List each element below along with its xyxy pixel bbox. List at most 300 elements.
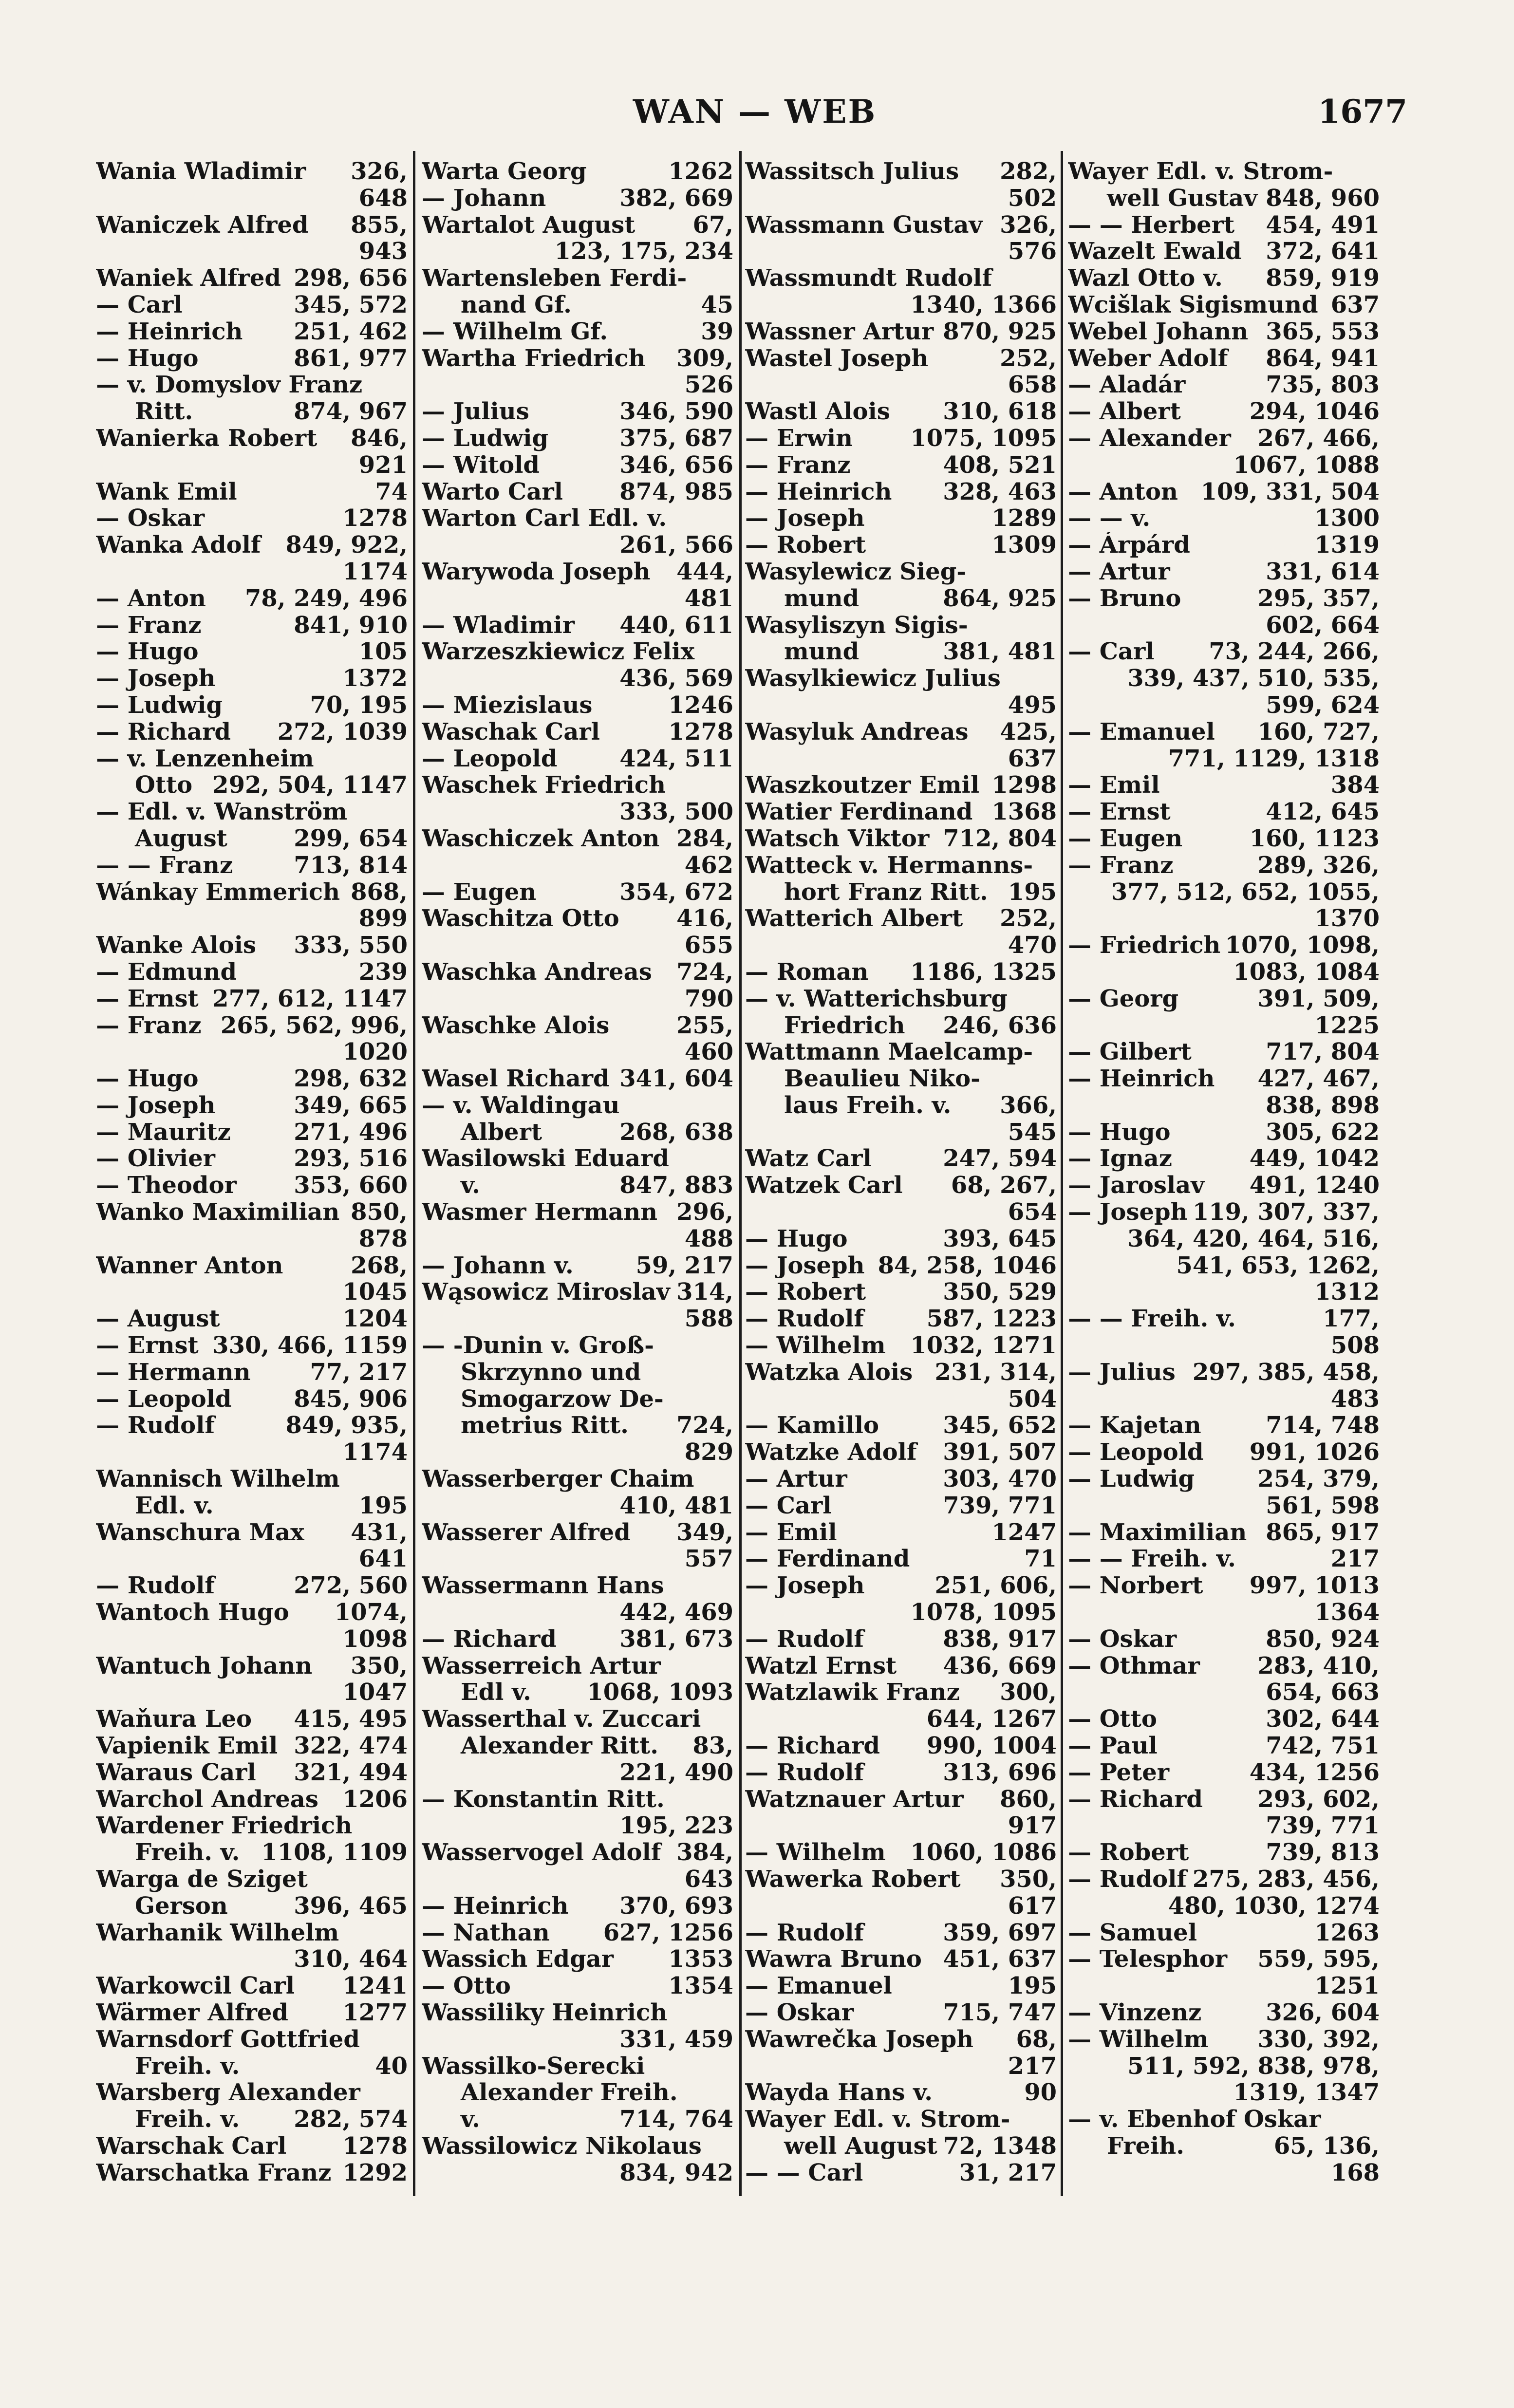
entry-pages: 78, 249, 496 (244, 585, 408, 612)
entry-pages: 283, 410, (1257, 1652, 1380, 1680)
entry-name: Wanner Anton (96, 1252, 283, 1279)
index-entry (422, 1786, 733, 1813)
index-entry (745, 825, 1057, 852)
index-entry (1068, 1920, 1380, 1946)
entry-name: — Erwin (745, 425, 853, 452)
entry-pages: 878 (358, 1225, 408, 1252)
index-entry (1068, 532, 1380, 559)
entry-name: Waschak Carl (422, 718, 600, 746)
entry-pages: 1298 (991, 772, 1057, 799)
entry-pages: 495 (1008, 691, 1057, 719)
entry-pages: 74 (375, 478, 408, 505)
entry-name: — v. Lenzenheim (96, 745, 314, 772)
entry-pages: 333, 500 (619, 799, 733, 825)
index-entry (422, 746, 733, 772)
entry-name: Waszkoutzer Emil (745, 772, 980, 799)
index-entry (745, 318, 1057, 345)
entry-name: — Aladár (1068, 372, 1186, 399)
index-entry (745, 1653, 1057, 1680)
index-entry (96, 905, 408, 932)
index-entry (96, 1812, 408, 1839)
index-entry (96, 158, 408, 185)
entry-name: well Gustav (1107, 185, 1258, 212)
entry-name: — Albert (1068, 398, 1181, 425)
index-entry (96, 1466, 408, 1493)
entry-name: — Heinrich (96, 318, 243, 345)
entry-pages: 1032, 1271 (910, 1332, 1057, 1359)
entry-pages: 73, 244, 266, (1209, 638, 1380, 666)
entry-name: — Franz (96, 1012, 202, 1039)
entry-name: Warchol Andreas (96, 1786, 318, 1813)
entry-pages: 714, 764 (619, 2106, 733, 2133)
entry-pages: 381, 673 (619, 1625, 733, 1653)
entry-name: — Norbert (1068, 1572, 1203, 1600)
entry-pages: 480, 1030, 1274 (1168, 1892, 1380, 1920)
index-entry (96, 2079, 408, 2106)
entry-pages: 864, 925 (943, 585, 1057, 612)
entry-pages: 1277 (342, 1999, 408, 2026)
entry-pages: 328, 463 (943, 478, 1057, 505)
entry-pages: 195 (1008, 1973, 1057, 1999)
index-entry (1068, 1332, 1380, 1359)
entry-pages: 272, 1039 (277, 718, 408, 746)
index-entry (422, 852, 733, 879)
index-entry (422, 318, 733, 345)
index-entry (96, 719, 408, 746)
entry-pages: 68, (1016, 2026, 1057, 2053)
entry-pages: 377, 512, 652, 1055, (1111, 878, 1380, 906)
entry-pages: 302, 644 (1266, 1706, 1380, 1733)
entry-pages: 658 (1008, 372, 1057, 399)
index-entry (1068, 1493, 1380, 1519)
entry-name: Wassilko-Serecki (422, 2053, 645, 2080)
entry-name: — Joseph (745, 1572, 865, 1600)
index-entry (1068, 212, 1380, 239)
entry-pages: 917 (1008, 1812, 1057, 1840)
entry-pages: 393, 645 (943, 1225, 1057, 1252)
index-entry (745, 2133, 1057, 2160)
entry-pages: 313, 696 (943, 1759, 1057, 1786)
index-entry (1068, 1572, 1380, 1599)
index-entry (745, 1439, 1057, 1466)
index-entry (96, 2053, 408, 2080)
index-entry (1068, 772, 1380, 799)
entry-name: Watzlawik Franz (745, 1679, 960, 1706)
entry-pages: 284, (676, 825, 733, 852)
index-entry (745, 425, 1057, 452)
entry-name: — Kamillo (745, 1412, 879, 1439)
index-entry (422, 959, 733, 986)
entry-pages: 724, (676, 958, 733, 986)
entry-pages: 1368 (991, 799, 1057, 825)
index-entry (745, 158, 1057, 185)
index-entry (96, 1946, 408, 1973)
entry-pages: 84, 258, 1046 (878, 1252, 1057, 1279)
entry-name: — Robert (745, 1279, 866, 1306)
entry-name: Wayer Edl. v. Strom- (745, 2106, 1010, 2133)
entry-pages: 282, (1000, 158, 1057, 185)
entry-pages: 1174 (342, 1439, 408, 1466)
entry-pages: 160, 1123 (1249, 825, 1380, 852)
entry-pages: 298, 632 (294, 1065, 408, 1092)
entry-pages: 449, 1042 (1249, 1145, 1380, 1173)
entry-pages: 1292 (342, 2159, 408, 2186)
entry-pages: 239 (358, 958, 408, 986)
entry-pages: 1370 (1314, 905, 1380, 933)
index-entry (96, 932, 408, 959)
entry-pages: 991, 1026 (1249, 1439, 1380, 1466)
entry-name: Freih. v. (135, 1839, 240, 1866)
index-entry (1068, 1812, 1380, 1839)
entry-name: Wank Emil (96, 478, 237, 505)
index-entry (745, 852, 1057, 879)
entry-pages: 541, 653, 1262, (1176, 1252, 1380, 1279)
entry-pages: 1045 (342, 1279, 408, 1306)
index-entry (745, 1812, 1057, 1839)
entry-name: — Kajetan (1068, 1412, 1201, 1439)
index-entry (1068, 1226, 1380, 1252)
index-entry (1068, 692, 1380, 719)
index-entry (96, 665, 408, 692)
entry-pages: 849, 922, (285, 532, 408, 559)
index-entry (745, 1012, 1057, 1039)
index-entry (96, 452, 408, 479)
page-number: 1677 (1318, 93, 1407, 131)
index-entry (422, 238, 733, 265)
index-entry (745, 398, 1057, 425)
entry-pages: 1300 (1314, 505, 1380, 532)
index-entry (1068, 372, 1380, 398)
index-entry (745, 1626, 1057, 1653)
index-entry (96, 505, 408, 532)
entry-name: — Ludwig (96, 691, 223, 719)
index-entry (422, 1679, 733, 1706)
entry-name: — Eugen (1068, 825, 1183, 852)
entry-pages: 331, 459 (619, 2026, 733, 2053)
entry-name: — Wilhelm Gf. (422, 318, 608, 345)
entry-pages: 865, 917 (1266, 1519, 1380, 1546)
entry-name: Watzek Carl (745, 1172, 903, 1199)
index-entry (745, 1279, 1057, 1306)
entry-pages: 1372 (342, 665, 408, 692)
entry-name: Wasserberger Chaim (422, 1466, 694, 1493)
entry-name: Wassmann Gustav (745, 211, 983, 239)
index-entry (96, 1306, 408, 1332)
entry-name: Wawra Bruno (745, 1946, 922, 1973)
index-entry (96, 1493, 408, 1519)
index-entry (745, 1920, 1057, 1946)
entry-pages: 790 (684, 985, 733, 1012)
entry-name: — Rudolf (96, 1572, 215, 1600)
index-entry (745, 1519, 1057, 1546)
entry-pages: 436, 669 (943, 1652, 1057, 1680)
index-entry (422, 452, 733, 479)
index-entry (422, 1546, 733, 1572)
entry-name: mund (784, 585, 860, 612)
index-entry (422, 905, 733, 932)
index-entry (422, 1172, 733, 1199)
entry-pages: 416, (676, 905, 733, 933)
entry-name: v. (461, 1172, 480, 1199)
entry-pages: 627, 1256 (603, 1919, 733, 1946)
index-entry (96, 1145, 408, 1172)
entry-name: mund (784, 638, 860, 666)
entry-name: — Joseph (96, 665, 216, 692)
index-entry (422, 1946, 733, 1973)
entry-pages: 451, 637 (943, 1946, 1057, 1973)
entry-name: — Hugo (745, 1225, 848, 1252)
index-entry (96, 825, 408, 852)
index-entry (745, 1412, 1057, 1439)
entry-pages: 1319 (1314, 532, 1380, 559)
index-entry (1068, 425, 1380, 452)
index-entry (96, 2133, 408, 2160)
entry-name: hort Franz Ritt. (784, 878, 988, 906)
entry-pages: 339, 437, 510, 535, (1127, 665, 1380, 692)
index-entry (96, 212, 408, 239)
entry-name: — Artur (1068, 558, 1170, 585)
index-entry (1068, 1786, 1380, 1813)
entry-pages: 68, 267, (951, 1172, 1057, 1199)
entry-name: — Hugo (96, 1065, 199, 1092)
index-column-1 (96, 158, 408, 2194)
index-entry (96, 372, 408, 398)
entry-name: — Wladimir (422, 612, 575, 639)
entry-pages: 90 (1024, 2079, 1057, 2107)
index-entry (422, 1039, 733, 1065)
entry-name: — — Freih. v. (1068, 1546, 1236, 1573)
entry-pages: 1070, 1098, (1225, 932, 1380, 959)
entry-pages: 899 (358, 905, 408, 933)
entry-pages: 868, (351, 878, 408, 906)
entry-pages: 366, (1000, 1092, 1057, 1119)
entry-name: — Friedrich (1068, 932, 1221, 959)
entry-name: August (135, 825, 227, 852)
entry-pages: 168 (1330, 2159, 1380, 2186)
index-entry (1068, 505, 1380, 532)
entry-name: — Oskar (96, 505, 205, 532)
entry-pages: 195 (358, 1492, 408, 1519)
entry-name: Smogarzow De- (461, 1385, 664, 1413)
entry-name: Waňura Leo (96, 1706, 252, 1733)
entry-pages: 997, 1013 (1249, 1572, 1380, 1600)
entry-pages: 331, 614 (1266, 558, 1380, 585)
index-entry (745, 1466, 1057, 1493)
entry-pages: 713, 814 (294, 852, 408, 879)
entry-name: — Emil (1068, 772, 1160, 799)
index-entry (745, 2053, 1057, 2080)
index-entry (745, 1065, 1057, 1092)
entry-pages: 70, 195 (310, 691, 408, 719)
entry-pages: 346, 656 (619, 451, 733, 479)
index-entry (745, 1172, 1057, 1199)
entry-pages: 1312 (1314, 1279, 1380, 1306)
entry-pages: 742, 751 (1266, 1733, 1380, 1759)
index-entry (745, 1946, 1057, 1973)
entry-pages: 160, 727, (1257, 718, 1380, 746)
entry-pages: 105 (358, 638, 408, 666)
index-entry (745, 1359, 1057, 1386)
entry-pages: 557 (684, 1546, 733, 1573)
entry-name: — Artur (745, 1466, 847, 1493)
entry-pages: 39 (701, 318, 733, 345)
entry-pages: 874, 985 (619, 478, 733, 505)
entry-pages: 410, 481 (619, 1492, 733, 1519)
entry-name: — v. Domyslov Franz (96, 372, 363, 399)
index-entry (422, 1493, 733, 1519)
entry-name: — v. Watterichsburg (745, 985, 1008, 1012)
index-entry (96, 479, 408, 505)
index-entry (96, 1572, 408, 1599)
entry-pages: 654, 663 (1266, 1679, 1380, 1706)
index-entry (745, 1733, 1057, 1759)
index-entry (422, 1920, 733, 1946)
index-entry (1068, 665, 1380, 692)
entry-name: — Richard (1068, 1786, 1203, 1813)
entry-name: Warywoda Joseph (422, 558, 651, 585)
entry-name: — Robert (745, 532, 866, 559)
entry-name: Watterich Albert (745, 905, 963, 933)
index-entry (422, 1065, 733, 1092)
entry-pages: 1340, 1366 (910, 291, 1057, 318)
entry-pages: 109, 331, 504 (1200, 478, 1380, 505)
index-entry (745, 1039, 1057, 1065)
index-entry (1068, 719, 1380, 746)
entry-pages: 491, 1240 (1249, 1172, 1380, 1199)
index-entry (422, 719, 733, 746)
index-column-3 (745, 158, 1057, 2194)
entry-pages: 298, 656 (294, 265, 408, 292)
entry-pages: 350, 529 (943, 1279, 1057, 1306)
entry-pages: 845, 906 (294, 1385, 408, 1413)
entry-name: — August (96, 1306, 220, 1333)
index-entry (745, 1092, 1057, 1119)
index-entry (422, 825, 733, 852)
entry-name: — Nathan (422, 1919, 550, 1946)
entry-name: — Emanuel (1068, 718, 1215, 746)
entry-name: Waschek Friedrich (422, 772, 666, 799)
entry-pages: 436, 569 (619, 665, 733, 692)
entry-pages: 648 (358, 185, 408, 212)
entry-name: — Richard (96, 718, 231, 746)
entry-pages: 40 (375, 2053, 408, 2080)
index-entry (96, 1519, 408, 1546)
entry-pages: 251, 606, (935, 1572, 1057, 1600)
index-column-2 (422, 158, 733, 2194)
index-entry (1068, 559, 1380, 585)
entry-name: Waniczek Alfred (96, 211, 309, 239)
index-entry (96, 425, 408, 452)
entry-name: Wanko Maximilian (96, 1199, 340, 1226)
entry-pages: 321, 494 (294, 1759, 408, 1786)
index-entry (96, 1893, 408, 1920)
index-entry (1068, 1306, 1380, 1332)
entry-name: — Olivier (96, 1145, 215, 1173)
index-entry (422, 2026, 733, 2053)
entry-name: Weber Adolf (1068, 345, 1228, 372)
index-entry (96, 1412, 408, 1439)
entry-pages: 268, (351, 1252, 408, 1279)
entry-name: Wawerka Robert (745, 1866, 961, 1893)
entry-name: Wasyliszyn Sigis- (745, 612, 968, 639)
entry-pages: 849, 935, (285, 1412, 408, 1439)
index-entry (1068, 1359, 1380, 1386)
entry-pages: 292, 504, 1147 (212, 772, 408, 799)
entry-pages: 330, 392, (1257, 2026, 1380, 2053)
entry-name: — Georg (1068, 985, 1179, 1012)
index-entry (422, 479, 733, 505)
entry-pages: 309, (676, 345, 733, 372)
index-entry (96, 1706, 408, 1733)
index-entry (745, 1252, 1057, 1279)
entry-name: Wastel Joseph (745, 345, 929, 372)
index-entry (96, 638, 408, 665)
entry-name: — v. Waldingau (422, 1092, 620, 1119)
entry-name: Webel Johann (1068, 318, 1249, 345)
entry-name: Warkowcil Carl (96, 1973, 295, 1999)
index-entry (422, 585, 733, 612)
entry-pages: 1278 (342, 505, 408, 532)
index-entry (745, 585, 1057, 612)
index-entry (96, 585, 408, 612)
index-entry (422, 1439, 733, 1466)
index-entry (96, 1679, 408, 1706)
index-entry (422, 505, 733, 532)
entry-name: Warto Carl (422, 478, 563, 505)
entry-name: — Julius (422, 398, 529, 425)
entry-name: Wayer Edl. v. Strom- (1068, 158, 1333, 185)
entry-pages: 1246 (668, 691, 733, 719)
index-entry (1068, 265, 1380, 292)
index-entry (1068, 638, 1380, 665)
index-entry (96, 879, 408, 906)
entry-name: Warsberg Alexander (96, 2079, 360, 2107)
entry-name: Waschiczek Anton (422, 825, 660, 852)
index-entry (96, 1119, 408, 1146)
entry-pages: 67, (692, 211, 733, 239)
entry-pages: 322, 474 (294, 1733, 408, 1759)
entry-pages: 267, 466, (1257, 425, 1380, 452)
index-entry (745, 1199, 1057, 1226)
index-entry (1068, 1759, 1380, 1786)
entry-pages: 364, 420, 464, 516, (1127, 1225, 1380, 1252)
index-entry (1068, 158, 1380, 185)
entry-name: Wassitsch Julius (745, 158, 959, 185)
index-entry (422, 292, 733, 318)
entry-name: Wanierka Robert (96, 425, 318, 452)
entry-pages: 588 (684, 1306, 733, 1333)
entry-name: Warga de Sziget (96, 1866, 308, 1893)
entry-name: — Franz (745, 451, 851, 479)
index-column-4 (1068, 158, 1380, 2194)
index-entry (1068, 1546, 1380, 1572)
index-entry (422, 1759, 733, 1786)
entry-pages: 217 (1008, 2053, 1057, 2080)
entry-pages: 282, 574 (294, 2106, 408, 2133)
index-entry (422, 1812, 733, 1839)
entry-name: — Rudolf (1068, 1866, 1187, 1893)
entry-name: Warta Georg (422, 158, 587, 185)
entry-name: Wanka Adolf (96, 532, 261, 559)
index-entry (745, 292, 1057, 318)
entry-pages: 511, 592, 838, 978, (1127, 2053, 1380, 2080)
entry-name: — Joseph (745, 1252, 865, 1279)
entry-pages: 829 (684, 1439, 733, 1466)
index-entry (1068, 825, 1380, 852)
entry-pages: 655 (684, 932, 733, 959)
entry-pages: 1263 (1314, 1919, 1380, 1946)
index-entry (745, 1839, 1057, 1866)
